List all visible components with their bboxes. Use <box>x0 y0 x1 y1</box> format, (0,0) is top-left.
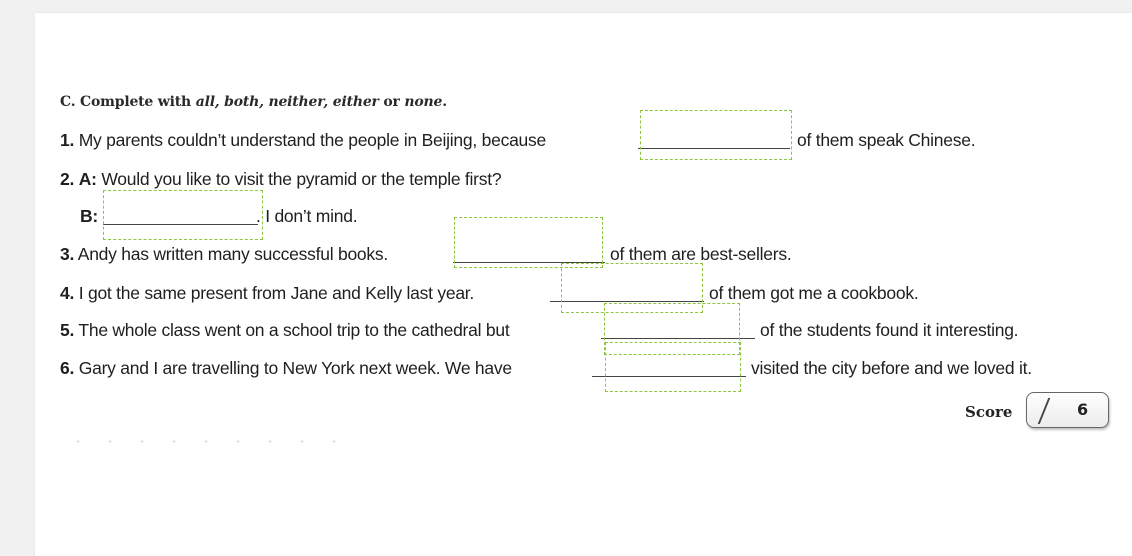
heading-last-word: none <box>404 94 443 110</box>
question-text: Gary and I are travelling to New York next week. We have <box>78 358 512 378</box>
question-text-end: of the students found it interesting. <box>760 320 1019 340</box>
question-number: 4. <box>60 283 75 303</box>
question-number: 6. <box>60 358 75 378</box>
question-number: 2. <box>60 169 75 189</box>
answer-box-3[interactable] <box>454 217 603 268</box>
question-text: My parents couldn’t understand the people in Beijing, because <box>78 130 547 150</box>
question-text-end: visited the city before and we loved it. <box>751 358 1032 378</box>
answer-box-6[interactable] <box>605 342 741 392</box>
answer-box-2[interactable] <box>103 190 263 240</box>
question-3 <box>60 244 388 265</box>
exercise-heading: C. Complete with all, both, neither, either or none. <box>60 94 447 110</box>
question-6 <box>60 358 512 379</box>
question-text: Andy has written many successful books. <box>77 244 389 264</box>
question-text-end: of them speak Chinese. <box>797 130 976 150</box>
question-3-end <box>610 244 791 265</box>
question-number: 5. <box>60 320 75 340</box>
question-text-end: of them got me a cookbook. <box>709 283 919 303</box>
speaker-b: B: <box>80 206 98 226</box>
question-4-end <box>709 283 918 304</box>
question-text-end: . I don’t mind. <box>256 206 358 226</box>
speaker-a: A: <box>78 169 97 189</box>
question-2 <box>60 169 501 190</box>
answer-box-1[interactable] <box>640 110 792 160</box>
question-5 <box>60 320 509 341</box>
score-label: Score <box>965 403 1013 421</box>
question-1-end <box>797 130 975 151</box>
heading-words: all, both, neither, either <box>195 94 379 110</box>
faded-next-section <box>62 440 362 443</box>
score-total: 6 <box>1077 400 1089 419</box>
question-1 <box>60 130 546 151</box>
question-2b <box>80 206 98 227</box>
question-number: 1. <box>60 130 75 150</box>
question-2b-end <box>256 206 357 227</box>
question-text: I got the same present from Jane and Kelly last year. <box>78 283 475 303</box>
question-5-end <box>760 320 1018 341</box>
question-4 <box>60 283 474 304</box>
question-6-end <box>751 358 1032 379</box>
question-text-end: of them are best-sellers. <box>610 244 792 264</box>
question-number: 3. <box>60 244 75 264</box>
question-text: Would you like to visit the pyramid or the temple first? <box>101 169 502 189</box>
question-text: The whole class went on a school trip to the cathedral but <box>78 320 510 340</box>
